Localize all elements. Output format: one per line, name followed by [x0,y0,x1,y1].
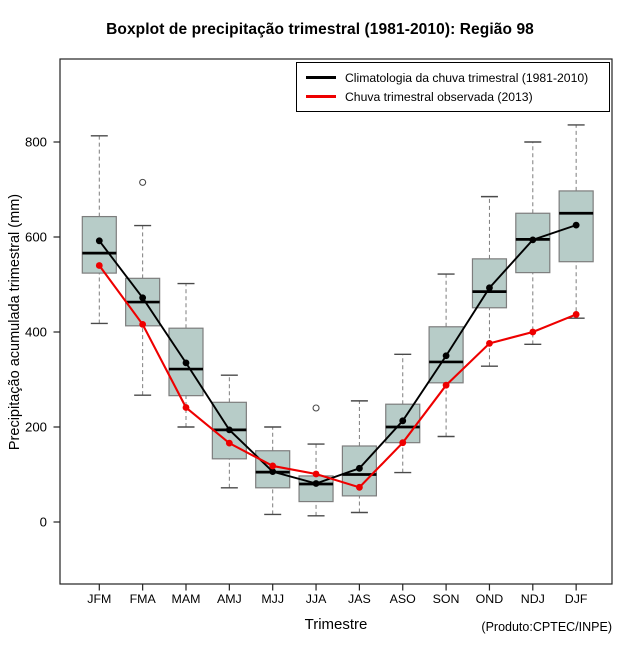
x-tick-label: ASO [389,592,416,606]
x-tick-label: OND [475,592,504,606]
series-point [139,294,146,301]
series-point [183,404,190,411]
x-axis [87,584,588,606]
y-tick-label: 200 [24,419,47,435]
series-point [269,463,276,470]
chart-title: Boxplot de precipitação trimestral (1981-2010): Região 98 [106,21,534,38]
box-column-JJA [299,405,333,516]
series-point [573,222,580,229]
series-point [443,352,450,359]
series-point [529,236,536,243]
series-point [139,321,146,328]
series-point [529,329,536,336]
series-point [486,284,493,291]
outlier-point [140,179,146,185]
y-axis-label: Precipitação acumulada trimestral (mm) [7,193,23,451]
series-point [313,471,320,478]
x-tick-label: JJA [305,592,327,606]
y-tick-label: 600 [24,229,47,245]
iqr-box [472,259,506,308]
observed-line-swatch [306,95,336,97]
legend-label-climatology: Climatologia da chuva trimestral (1981-2010) [345,70,589,85]
series-point [356,484,363,491]
box-column-JFM [82,136,116,324]
series-point [399,439,406,446]
legend-label-observed: Chuva trimestral observada (2013) [345,89,533,104]
series-point [183,359,190,366]
x-tick-label: MJJ [261,592,285,606]
attribution-text: (Produto:CPTEC/INPE) [481,620,612,634]
y-tick-label: 0 [39,514,47,530]
y-tick-label: 800 [24,134,47,150]
legend-item-climatology [306,68,605,87]
x-tick-label: JFM [87,592,112,606]
box-column-DJF [559,125,593,318]
series-point [96,237,103,244]
series-point [573,311,580,318]
series-point [399,417,406,424]
series-point [96,262,103,269]
x-axis-label: Trimestre [304,616,368,633]
x-tick-label: FMA [129,592,156,606]
x-tick-label: JAS [348,592,371,606]
box-column-FMA [126,179,160,395]
x-tick-label: DJF [564,592,588,606]
series-point [486,340,493,347]
y-axis [25,135,60,530]
x-tick-label: SON [432,592,460,606]
series-point [356,465,363,472]
y-tick-label: 400 [24,324,47,340]
series-point [226,440,233,447]
x-tick-label: MAM [171,592,201,606]
outlier-point [313,405,319,411]
series-point [226,426,233,433]
series-point [443,382,450,389]
climatology-line-swatch [306,76,336,78]
x-tick-label: AMJ [216,592,242,606]
legend-item-observed [306,87,605,106]
x-tick-label: NDJ [520,592,545,606]
legend [296,62,610,112]
series-point [313,480,320,487]
